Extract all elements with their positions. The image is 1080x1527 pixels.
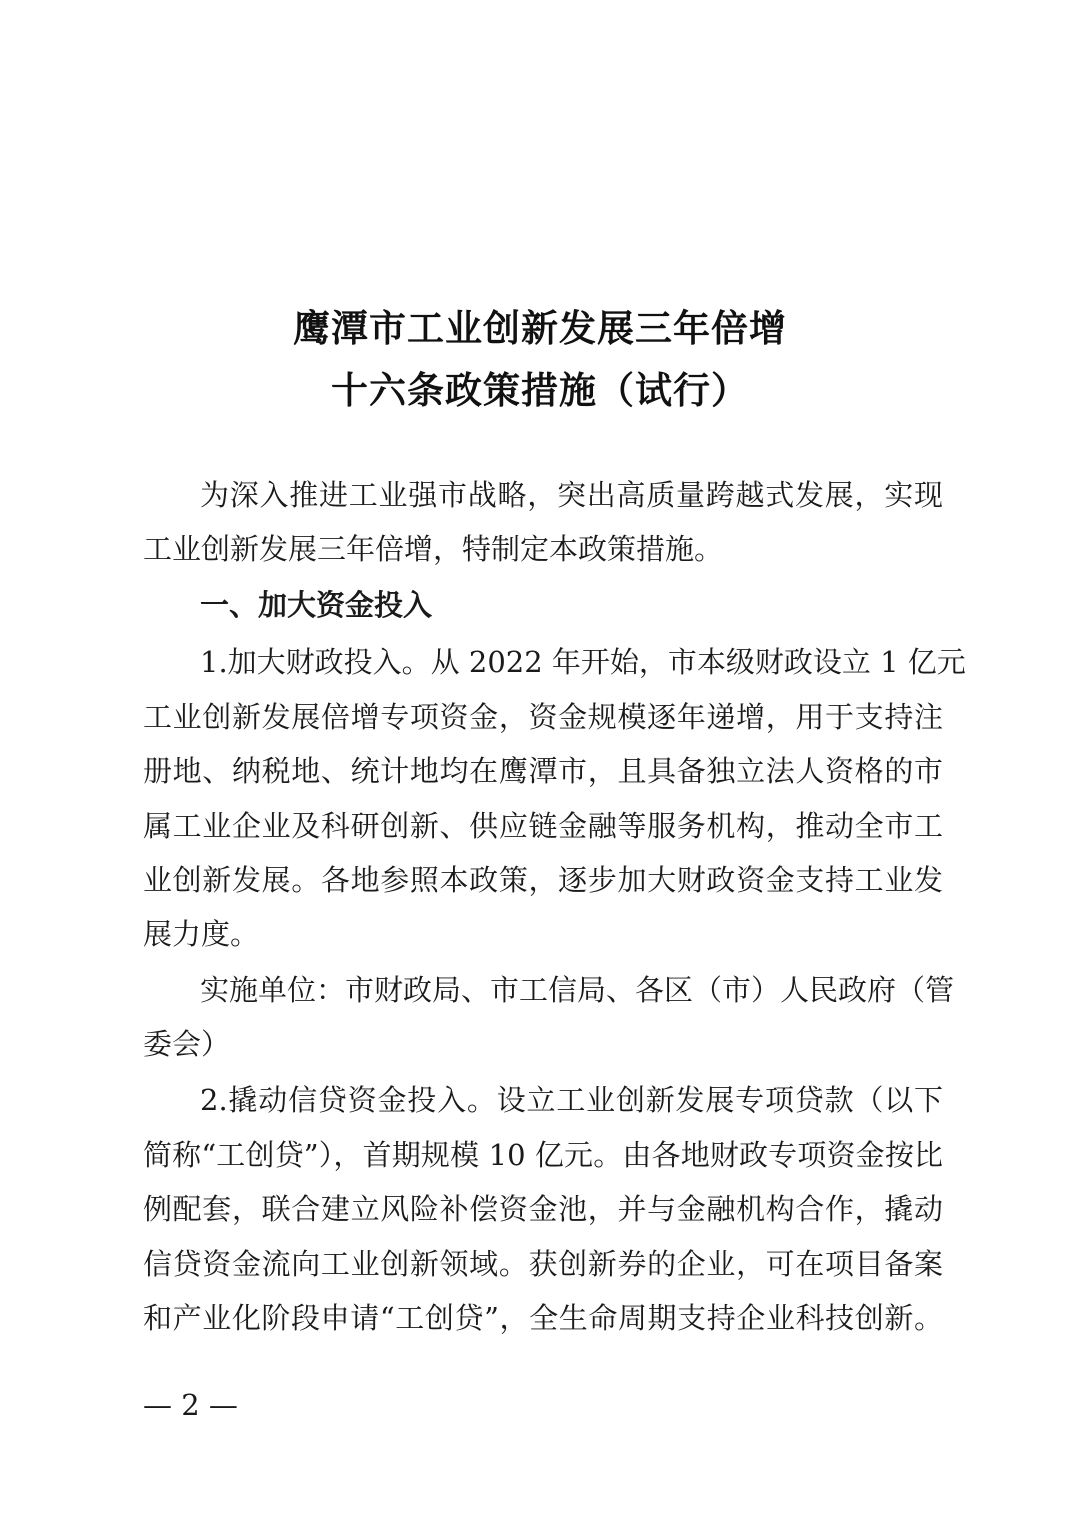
document-title-line-2: 十六条政策措施（试行）: [331, 368, 749, 412]
item1-line-5: 业创新发展。各地参照本政策，逐步加大财政资金支持工业发: [143, 863, 943, 897]
item2-line-3: 例配套，联合建立风险补偿资金池，并与金融机构合作，撬动: [143, 1192, 943, 1226]
section-heading: 一、加大资金投入: [200, 588, 433, 622]
item2-line-2: 简称“工创贷”），首期规模 10 亿元。由各地财政专项资金按比: [143, 1138, 943, 1172]
item1-line-1: 1.加大财政投入。从 2022 年开始，市本级财政设立 1 亿元: [200, 645, 966, 679]
item2-line-4: 信贷资金流向工业创新领域。获创新券的企业，可在项目备案: [143, 1247, 943, 1281]
intro-line-2: 工业创新发展三年倍增，特制定本政策措施。: [143, 532, 724, 566]
document-title-line-1: 鹰潭市工业创新发展三年倍增: [293, 306, 787, 350]
item1-line-4: 属工业企业及科研创新、供应链金融等服务机构，推动全市工: [143, 809, 943, 843]
item1-line-6: 展力度。: [143, 917, 260, 951]
item2-line-5: 和产业化阶段申请“工创贷”，全生命周期支持企业科技创新。: [143, 1301, 943, 1335]
item1-unit-line-1: 实施单位：市财政局、市工信局、各区（市）人民政府（管: [200, 973, 955, 1007]
item1-line-2: 工业创新发展倍增专项资金，资金规模逐年递增，用于支持注: [143, 700, 943, 734]
intro-line-1: 为深入推进工业强市战略，突出高质量跨越式发展，实现: [200, 478, 943, 512]
item2-line-1: 2.撬动信贷资金投入。设立工业创新发展专项贷款（以下: [200, 1083, 943, 1117]
page-number: — 2 —: [143, 1388, 238, 1422]
item1-unit-line-2: 委会）: [143, 1027, 231, 1061]
item1-line-3: 册地、纳税地、统计地均在鹰潭市，且具备独立法人资格的市: [143, 754, 943, 788]
